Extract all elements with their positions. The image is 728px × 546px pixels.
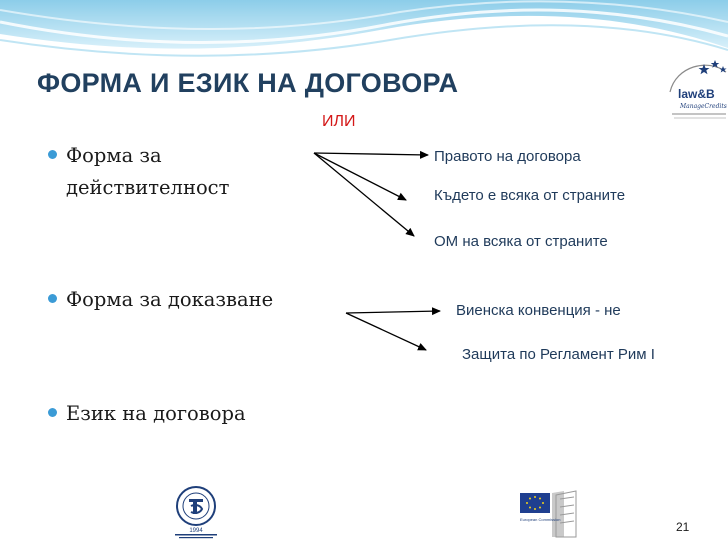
bullet-marker <box>48 294 57 303</box>
arrow-to-om-party <box>314 153 414 236</box>
page-number: 21 <box>676 520 690 534</box>
note-vienna: Виенска конвенция - не <box>456 302 621 319</box>
bullet-form-proof <box>48 284 328 316</box>
arrow-to-where-party <box>314 153 406 200</box>
note-rome: Защита по Регламент Рим I <box>462 346 655 363</box>
arrow-to-contract-law <box>314 153 428 155</box>
bullet-text: Форма за доказване <box>66 288 274 311</box>
header-wave-decoration <box>0 0 728 70</box>
bullet-form-validity <box>48 140 308 206</box>
lawb-logo-text: law&B <box>678 87 715 101</box>
slide-title: ФОРМА И ЕЗИК НА ДОГОВОРА <box>37 68 459 98</box>
bullet-marker <box>48 150 57 159</box>
european-commission-logo <box>516 489 582 541</box>
note-where-party: Където е всяка от страните <box>434 187 626 204</box>
bullet-text-line2: действителност <box>66 176 230 199</box>
arrow-to-vienna <box>346 311 440 313</box>
chamber-seal-year: 1994 <box>189 528 203 534</box>
note-om-party: ОМ на всяка от страните <box>434 233 608 250</box>
arrow-to-rome <box>346 313 426 350</box>
chamber-seal-logo <box>163 484 229 540</box>
note-contract-law: Правото на договора <box>434 148 581 165</box>
bullet-contract-language <box>48 398 308 430</box>
lawb-logo-subtext: ManageCredits <box>680 103 727 110</box>
or-label: ИЛИ <box>322 113 356 130</box>
bullet-text-line1: Форма за <box>66 144 162 167</box>
bullet-text: Език на договора <box>66 402 246 425</box>
lawb-logo <box>664 52 728 126</box>
bullet-marker <box>48 408 57 417</box>
european-commission-text: European Commission <box>520 517 561 522</box>
